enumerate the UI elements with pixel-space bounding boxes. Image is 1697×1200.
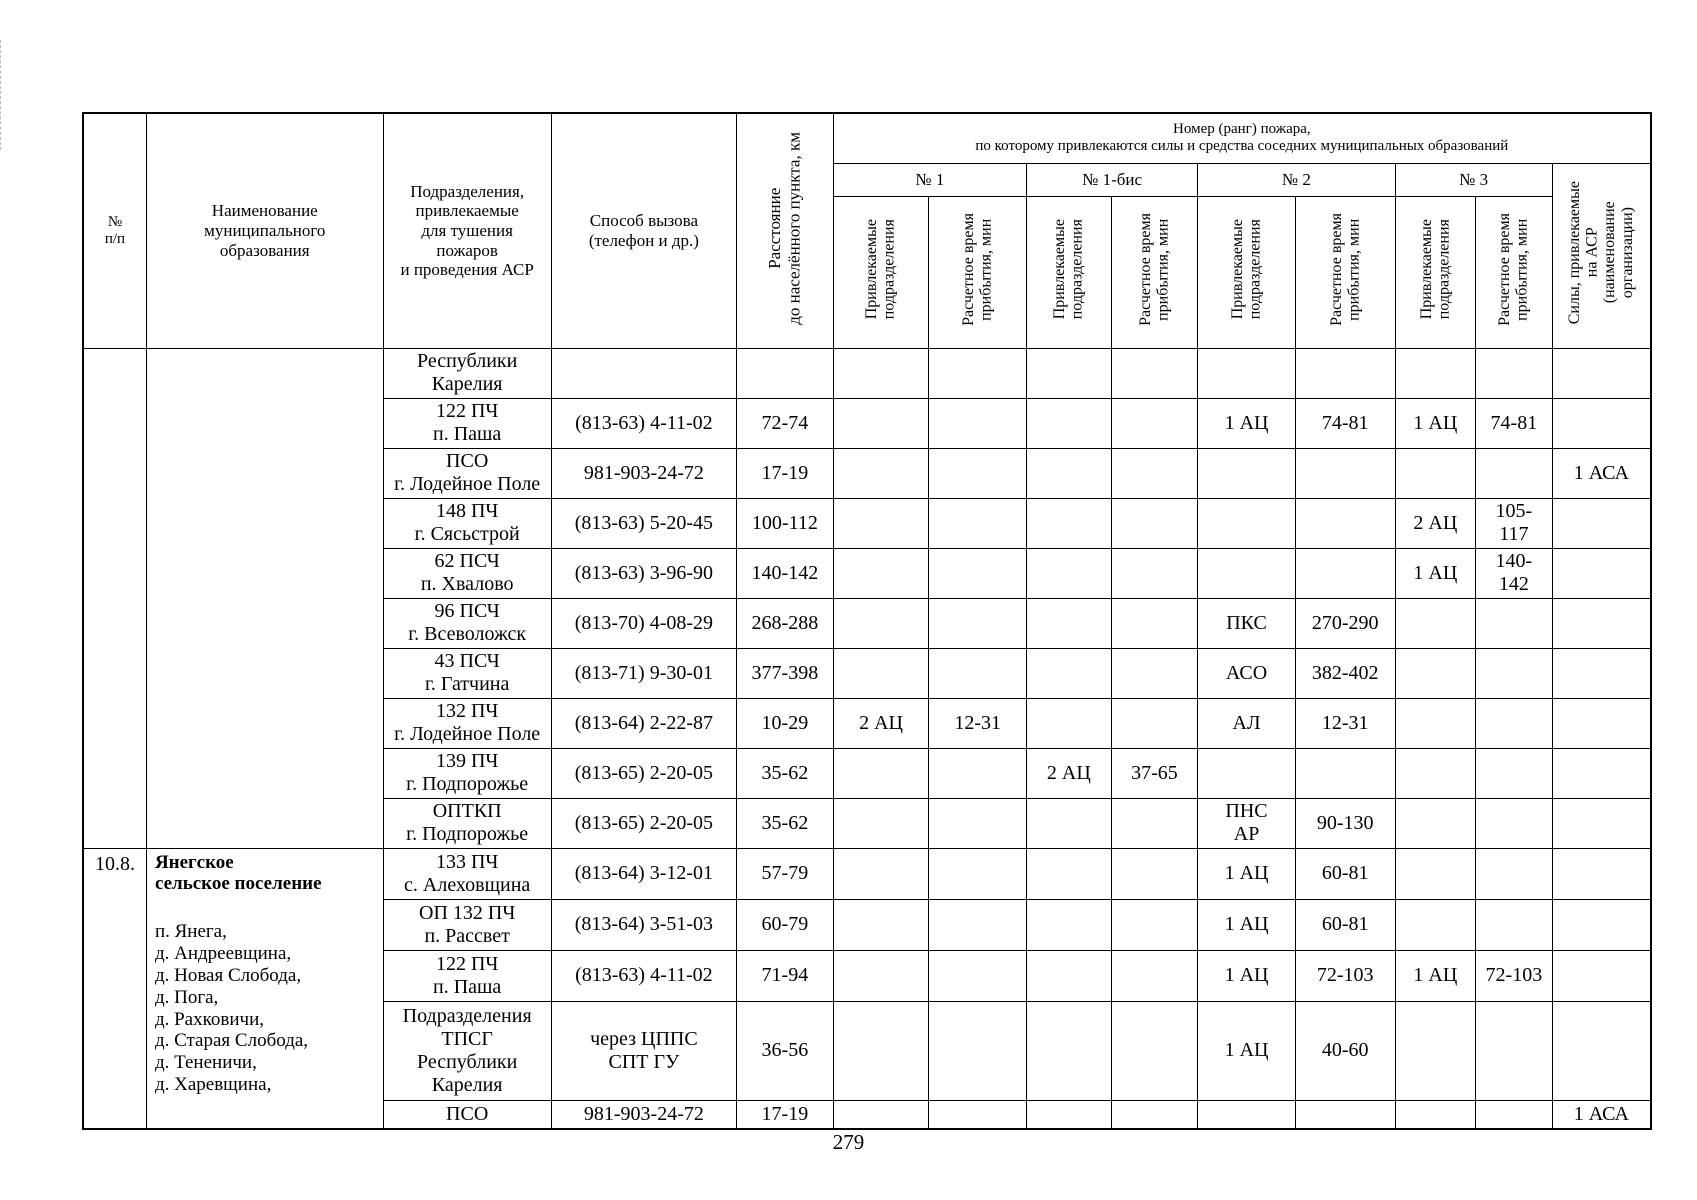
rank2-units: ПНС АР [1198, 798, 1296, 848]
rank3-units [1395, 1001, 1476, 1100]
rank2-time: 382-402 [1295, 648, 1395, 698]
distance: 60-79 [737, 899, 834, 950]
rank1-time [929, 1001, 1027, 1100]
header-rank1bis-time: Расчетное время прибытия, мин [1111, 196, 1198, 348]
asr-forces [1552, 748, 1651, 798]
rank3-units: 2 АЦ [1395, 498, 1476, 548]
rank3-units [1395, 648, 1476, 698]
header-rank3-units: Привлекаемые подразделения [1395, 196, 1476, 348]
rank1bis-units [1027, 848, 1112, 899]
header-rank-2: № 2 [1198, 163, 1395, 196]
rank1-units [833, 448, 929, 498]
rank1-time [929, 748, 1027, 798]
rank3-time [1476, 899, 1553, 950]
distance: 100-112 [737, 498, 834, 548]
header-rank-1bis: № 1-бис [1027, 163, 1198, 196]
unit: 122 ПЧ п. Паша [383, 398, 551, 448]
header-rank1-units: Привлекаемые подразделения [833, 196, 929, 348]
call-method: (813-64) 3-51-03 [551, 899, 736, 950]
rank1bis-time [1111, 1001, 1198, 1100]
rank1bis-time [1111, 648, 1198, 698]
unit: 62 ПСЧ п. Хвалово [383, 548, 551, 598]
rank1-time [929, 848, 1027, 899]
call-method: (813-64) 3-12-01 [551, 848, 736, 899]
call-method [551, 348, 736, 398]
rank1-units [833, 748, 929, 798]
rank3-units [1395, 598, 1476, 648]
distance: 140-142 [737, 548, 834, 598]
rank1-units [833, 348, 929, 398]
header-distance: Расстояние до населённого пункта, км [737, 113, 834, 348]
page-number: 279 [832, 1130, 865, 1154]
header-rank1bis-units: Привлекаемые подразделения [1027, 196, 1112, 348]
rank2-time [1295, 448, 1395, 498]
unit: 148 ПЧ г. Сясьстрой [383, 498, 551, 548]
rank2-time [1295, 548, 1395, 598]
rank2-units [1198, 548, 1296, 598]
rank3-units: 1 АЦ [1395, 398, 1476, 448]
header-rank1-time: Расчетное время прибытия, мин [929, 196, 1027, 348]
rank3-units [1395, 848, 1476, 899]
row-num-empty [83, 348, 146, 848]
unit: ПСО [383, 1100, 551, 1129]
rank1bis-time [1111, 498, 1198, 548]
header-units: Подразделения, привлекаемые для тушения пожаров и проведения АСР [383, 113, 551, 348]
rank1bis-time [1111, 1100, 1198, 1129]
header-rank-1: № 1 [833, 163, 1026, 196]
rank2-time: 60-81 [1295, 848, 1395, 899]
call-method: (813-63) 4-11-02 [551, 398, 736, 448]
call-method: (813-63) 5-20-45 [551, 498, 736, 548]
asr-forces [1552, 698, 1651, 748]
rank2-units: 1 АЦ [1198, 1001, 1296, 1100]
call-method: (813-71) 9-30-01 [551, 648, 736, 698]
rank1-units [833, 950, 929, 1001]
rank3-time [1476, 848, 1553, 899]
asr-forces: 1 АСА [1552, 1100, 1651, 1129]
rank3-time [1476, 598, 1553, 648]
rank1bis-units [1027, 899, 1112, 950]
asr-forces [1552, 798, 1651, 848]
rank2-time: 90-130 [1295, 798, 1395, 848]
rank3-time [1476, 1100, 1553, 1129]
rank1-time [929, 1100, 1027, 1129]
asr-forces [1552, 498, 1651, 548]
rank1bis-time [1111, 598, 1198, 648]
rank1-units [833, 1001, 929, 1100]
rank1-units [833, 798, 929, 848]
rank2-units: 1 АЦ [1198, 899, 1296, 950]
unit: Республики Карелия [383, 348, 551, 398]
rank2-time [1295, 1100, 1395, 1129]
call-method: (813-65) 2-20-05 [551, 748, 736, 798]
rank2-time: 40-60 [1295, 1001, 1395, 1100]
distance [737, 348, 834, 398]
rank2-time [1295, 748, 1395, 798]
rank2-time: 12-31 [1295, 698, 1395, 748]
rank1bis-units: 2 АЦ [1027, 748, 1112, 798]
asr-forces [1552, 348, 1651, 398]
rank1-units [833, 598, 929, 648]
header-rank-3: № 3 [1395, 163, 1552, 196]
rank1-units [833, 848, 929, 899]
municipality-empty [146, 348, 383, 848]
rank3-units [1395, 448, 1476, 498]
rank1bis-units [1027, 950, 1112, 1001]
asr-forces [1552, 848, 1651, 899]
unit: ПСО г. Лодейное Поле [383, 448, 551, 498]
rank1bis-units [1027, 548, 1112, 598]
distance: 57-79 [737, 848, 834, 899]
rank3-time [1476, 348, 1553, 398]
table-row [83, 348, 1651, 398]
distance: 36-56 [737, 1001, 834, 1100]
rank1-units [833, 548, 929, 598]
distance: 17-19 [737, 448, 834, 498]
rank2-units [1198, 498, 1296, 548]
unit: ОПТКП г. Подпорожье [383, 798, 551, 848]
rank2-units [1198, 748, 1296, 798]
rank1-units [833, 498, 929, 548]
rank2-units [1198, 448, 1296, 498]
call-method: (813-65) 2-20-05 [551, 798, 736, 848]
unit: ОП 132 ПЧ п. Рассвет [383, 899, 551, 950]
rank1bis-units [1027, 798, 1112, 848]
rank1bis-time [1111, 548, 1198, 598]
unit: 122 ПЧ п. Паша [383, 950, 551, 1001]
rank2-time: 72-103 [1295, 950, 1395, 1001]
asr-forces [1552, 899, 1651, 950]
rank3-units [1395, 748, 1476, 798]
unit: 132 ПЧ г. Лодейное Поле [383, 698, 551, 748]
header-municipality: Наименование муниципального образования [146, 113, 383, 348]
call-method: (813-63) 4-11-02 [551, 950, 736, 1001]
rank3-units [1395, 1100, 1476, 1129]
rank2-units: 1 АЦ [1198, 398, 1296, 448]
header-rank3-time: Расчетное время прибытия, мин [1476, 196, 1553, 348]
rank2-units: АЛ [1198, 698, 1296, 748]
row-number: 10.8. [83, 848, 146, 1129]
unit: 96 ПСЧ г. Всеволожск [383, 598, 551, 648]
rank3-time [1476, 798, 1553, 848]
rank1-time [929, 548, 1027, 598]
call-method: через ЦППС СПТ ГУ [551, 1001, 736, 1100]
rank1bis-time [1111, 798, 1198, 848]
call-method: 981-903-24-72 [551, 1100, 736, 1129]
rank1-time [929, 950, 1027, 1001]
rank1bis-units [1027, 1100, 1112, 1129]
rank1-time [929, 498, 1027, 548]
rank1bis-units [1027, 1001, 1112, 1100]
rank2-units: АСО [1198, 648, 1296, 698]
rank2-time [1295, 498, 1395, 548]
rank2-units [1198, 348, 1296, 398]
rank1bis-time [1111, 398, 1198, 448]
rank1-time: 12-31 [929, 698, 1027, 748]
rank1-time [929, 398, 1027, 448]
rank2-time [1295, 348, 1395, 398]
rank1bis-time [1111, 448, 1198, 498]
rank3-units: 1 АЦ [1395, 950, 1476, 1001]
rank1bis-units [1027, 698, 1112, 748]
asr-forces [1552, 398, 1651, 448]
rank2-time: 270-290 [1295, 598, 1395, 648]
rank1bis-time [1111, 848, 1198, 899]
unit: Подразделения ТПСГ Республики Карелия [383, 1001, 551, 1100]
rank3-time [1476, 648, 1553, 698]
rank1bis-time [1111, 950, 1198, 1001]
asr-forces [1552, 598, 1651, 648]
call-method: (813-70) 4-08-29 [551, 598, 736, 648]
header-rank2-time: Расчетное время прибытия, мин [1295, 196, 1395, 348]
rank1-units [833, 899, 929, 950]
rank3-units [1395, 798, 1476, 848]
rank2-units: ПКС [1198, 598, 1296, 648]
header-call-method: Способ вызова (телефон и др.) [551, 113, 736, 348]
rank3-time: 140- 142 [1476, 548, 1553, 598]
rank3-units [1395, 348, 1476, 398]
asr-forces [1552, 548, 1651, 598]
rank1-units [833, 1100, 929, 1129]
rank1bis-units [1027, 498, 1112, 548]
rank3-time [1476, 748, 1553, 798]
rank1bis-time [1111, 899, 1198, 950]
header-num: № п/п [83, 113, 146, 348]
rank1bis-time: 37-65 [1111, 748, 1198, 798]
header-rank2-units: Привлекаемые подразделения [1198, 196, 1296, 348]
settlement-list: п. Янега, д. Андреевщина, д. Новая Слобода, д. Пога, д. Рахковичи, д. Старая Слобода, д. Тененичи, д. Харевщина, [154, 921, 309, 1096]
rank1bis-units [1027, 648, 1112, 698]
unit: 133 ПЧ с. Алеховщина [383, 848, 551, 899]
header-asr-forces: Силы, привлекаемые на АСР (наименование организации) [1552, 163, 1651, 348]
rank1-units [833, 648, 929, 698]
rank2-units: 1 АЦ [1198, 950, 1296, 1001]
rank1-units: 2 АЦ [833, 698, 929, 748]
rank1bis-time [1111, 698, 1198, 748]
rank1-time [929, 899, 1027, 950]
asr-forces: 1 АСА [1552, 448, 1651, 498]
rank3-time: 74-81 [1476, 398, 1553, 448]
header-rank-title: Номер (ранг) пожара, по которому привлекаются силы и средства соседних муниципальных образований [833, 113, 1651, 163]
rank1-time [929, 598, 1027, 648]
asr-forces [1552, 648, 1651, 698]
rank1-units [833, 398, 929, 448]
rank1-time [929, 648, 1027, 698]
rank3-units [1395, 899, 1476, 950]
rank1-time [929, 348, 1027, 398]
unit: 43 ПСЧ г. Гатчина [383, 648, 551, 698]
rank3-units [1395, 698, 1476, 748]
rank2-units [1198, 1100, 1296, 1129]
distance: 377-398 [737, 648, 834, 698]
rank3-units: 1 АЦ [1395, 548, 1476, 598]
unit: 139 ПЧ г. Подпорожье [383, 748, 551, 798]
rank1bis-time [1111, 348, 1198, 398]
rank2-time: 60-81 [1295, 899, 1395, 950]
municipality-title: Янегское сельское поселение [154, 851, 322, 895]
rank1bis-units [1027, 598, 1112, 648]
distance: 10-29 [737, 698, 834, 748]
rank2-time: 74-81 [1295, 398, 1395, 448]
distance: 72-74 [737, 398, 834, 448]
call-method: (813-64) 2-22-87 [551, 698, 736, 748]
scan-edge-mark [0, 40, 5, 150]
rank3-time [1476, 1001, 1553, 1100]
rank1bis-units [1027, 398, 1112, 448]
distance: 71-94 [737, 950, 834, 1001]
distance: 17-19 [737, 1100, 834, 1129]
call-method: 981-903-24-72 [551, 448, 736, 498]
distance: 268-288 [737, 598, 834, 648]
rank3-time: 72-103 [1476, 950, 1553, 1001]
rank2-units: 1 АЦ [1198, 848, 1296, 899]
rank1-time [929, 798, 1027, 848]
asr-forces [1552, 1001, 1651, 1100]
fire-resources-table [82, 112, 1652, 1130]
rank1bis-units [1027, 448, 1112, 498]
call-method: (813-63) 3-96-90 [551, 548, 736, 598]
table-row [83, 848, 1651, 899]
municipality-name [146, 848, 383, 1129]
rank1-time [929, 448, 1027, 498]
rank3-time: 105- 117 [1476, 498, 1553, 548]
rank3-time [1476, 698, 1553, 748]
distance: 35-62 [737, 798, 834, 848]
rank3-time [1476, 448, 1553, 498]
asr-forces [1552, 950, 1651, 1001]
distance: 35-62 [737, 748, 834, 798]
rank1bis-units [1027, 348, 1112, 398]
